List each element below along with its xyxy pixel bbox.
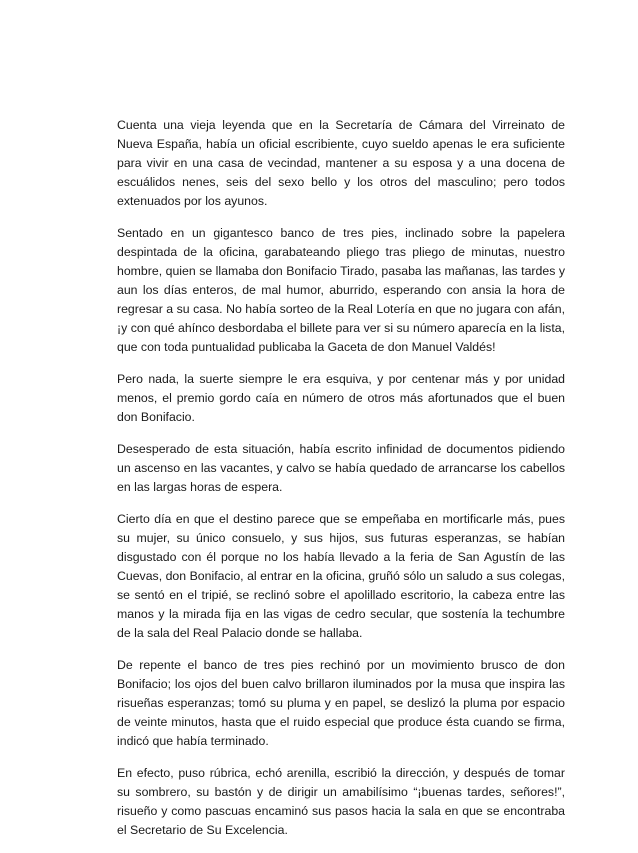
paragraph-4: Desesperado de esta situación, había escrito infinidad de documentos pidiendo un ascenso en las vacantes, y calvo se había quedado de arrancarse los cabellos en las largas horas de espera. [117, 442, 565, 494]
paragraph-1: Cuenta una vieja leyenda que en la Secretaría de Cámara del Virreinato de Nueva España, había un oficial escribiente, cuyo sueldo apenas le era suficiente para vivir en una casa de vecindad, mantener a su esposa y a una docena de escuálidos nenes, seis del sexo bello y los otros del masculino; pero todos extenuados por los ayunos. [117, 118, 565, 208]
paragraph-7: En efecto, puso rúbrica, echó arenilla, escribió la dirección, y después de tomar su sombrero, su bastón y de dirigir un amabilísimo “¡buenas tardes, señores!”, risueño y como pascuas encaminó sus pasos hacia la sala en que se encontraba el Secretario de Su Excelencia. [117, 766, 565, 837]
paragraph-6: De repente el banco de tres pies rechinó por un movimiento brusco de don Bonifacio; los ojos del buen calvo brillaron iluminados por la musa que inspira las risueñas esperanzas; tomó su pluma y en papel, se deslizó la pluma por espacio de veinte minutos, hasta que el ruido especial que produce ésta cuando se firma, indicó que había terminado. [117, 658, 565, 748]
document-body [117, 116, 565, 853]
paragraph-3: Pero nada, la suerte siempre le era esquiva, y por centenar más y por unidad menos, el premio gordo caía en número de otros más afortunados que el buen don Bonifacio. [117, 372, 565, 424]
paragraph-2: Sentado en un gigantesco banco de tres pies, inclinado sobre la papelera despintada de la oficina, garabateando pliego tras pliego de minutas, nuestro hombre, quien se llamaba don Bonifacio Tirado, pasaba las mañanas, las tardes y aun los días enteros, de mal humor, aburrido, esperando con ansia la hora de regresar a su casa. No había sorteo de la Real Lotería en que no jugara con afán, ¡y con qué ahínco desbordaba el billete para ver si su número aparecía en la lista, que con toda puntualidad publicaba la Gaceta de don Manuel Valdés! [117, 226, 565, 354]
paragraph-5: Cierto día en que el destino parece que se empeñaba en mortificarle más, pues su mujer, su único consuelo, y sus hijos, sus futuras esperanzas, se habían disgustado con él porque no los había llevado a la feria de San Agustín de las Cuevas, don Bonifacio, al entrar en la oficina, gruñó sólo un saludo a sus colegas, se sentó en el tripié, se reclinó sobre el apolillado escritorio, la cabeza entre las manos y la mirada fija en las vigas de cedro secular, que sostenía la techumbre de la sala del Real Palacio donde se hallaba. [117, 512, 565, 640]
